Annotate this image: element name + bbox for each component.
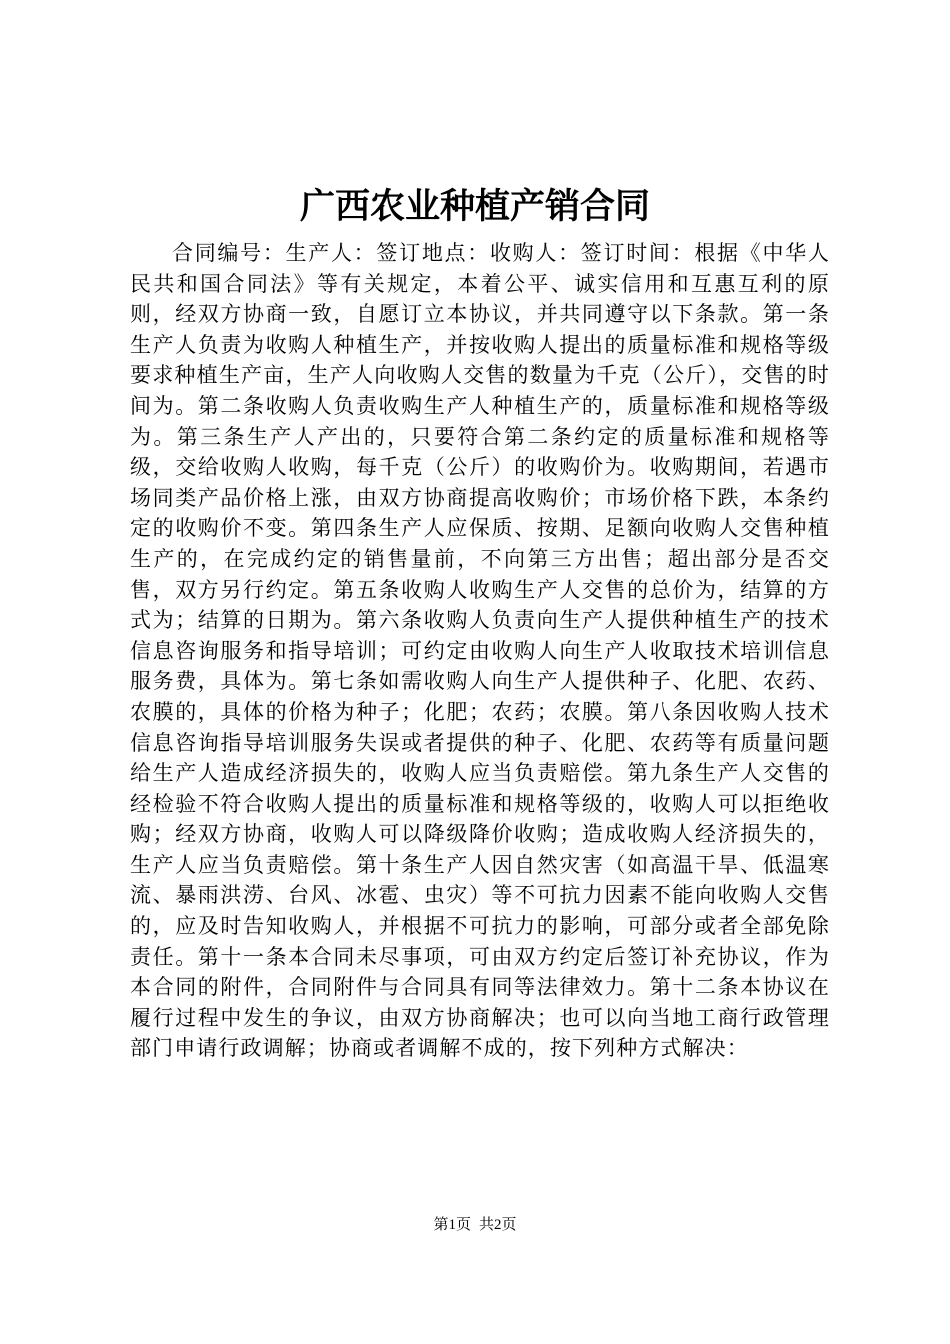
document-title: 广西农业种植产销合同 [299,186,650,227]
page-footer [0,1215,950,1235]
page-number-current: 第1页 [433,1217,471,1233]
page-number-total: 共2页 [479,1217,517,1233]
document-body-paragraph: 合同编号：生产人：签订地点：收购人：签订时间：根据《中华人民共和国合同法》等有关规定，本着公平、诚实信用和互惠互利的原则，经双方协商一致，自愿订立本协议，并共同遵守以下条款。第一条生产人负责为收购人种植生产，并按收购人提出的质量标准和规格等级要求种植生产亩，生产人向收购人交售的数量为千克（公斤），交售的时间为。第二条收购人负责收购生产人种植生产的，质量标准和规格等级为。第三条生产人产出的，只要符合第二条约定的质量标准和规格等级，交给收购人收购，每千克（公斤）的收购价为。收购期间，若遇市场同类产品价格上涨，由双方协商提高收购价；市场价格下跌，本条约定的收购价不变。第四条生产人应保质、按期、足额向收购人交售种植生产的，在完成约定的销售量前，不向第三方出售；超出部分是否交售，双方另行约定。第五条收购人收购生产人交售的总价为，结算的方式为；结算的日期为。第六条收购人负责向生产人提供种植生产的技术信息咨询服务和指导培训；可约定由收购人向生产人收取技术培训信息服务费，具体为。第七条如需收购人向生产人提供种子、化肥、农药、农膜的，具体的价格为种子；化肥；农药；农膜。第八条因收购人技术信息咨询指导培训服务失误或者提供的种子、化肥、农药等有质量问题给生产人造成经济损失的，收购人应当负责赔偿。第九条生产人交售的经检验不符合收购人提出的质量标准和规格等级的，收购人可以拒绝收购；经双方协商，收购人可以降级降价收购；造成收购人经济损失的，生产人应当负责赔偿。第十条生产人因自然灾害（如高温干旱、低温寒流、暴雨洪涝、台风、冰雹、虫灾）等不可抗力因素不能向收购人交售的，应及时告知收购人，并根据不可抗力的影响，可部分或者全部免除责任。第十一条本合同未尽事项，可由双方约定后签订补充协议，作为本合同的附件，合同附件与合同具有同等法律效力。第十二条本协议在履行过程中发生的争议，由双方协商解决；也可以向当地工商行政管理部门申请行政调解；协商或者调解不成的，按下列种方式解决： [130,241,830,1061]
